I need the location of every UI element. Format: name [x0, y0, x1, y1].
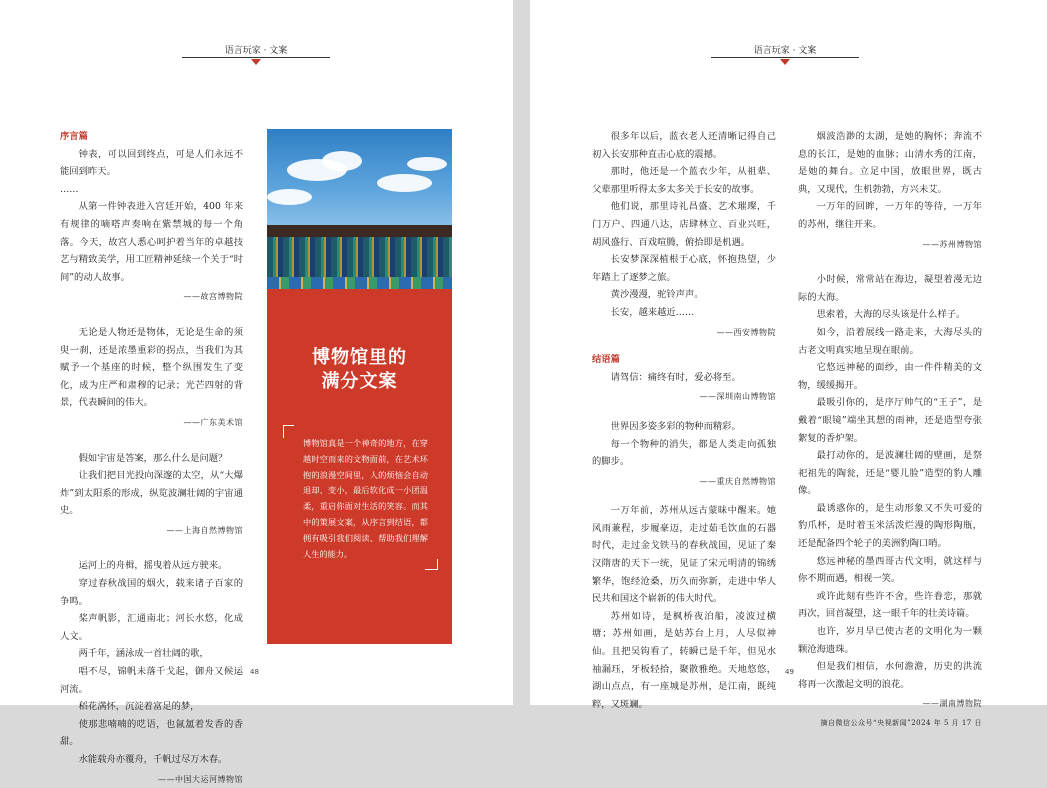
palace-beam-image: [267, 277, 452, 289]
text-block: [592, 128, 776, 322]
right-text-column-1: [592, 128, 776, 713]
text-block: [60, 557, 243, 768]
paragraph: 使那悲喃喃的呓语，也氤氲着发香的香甜。: [60, 718, 243, 748]
text-block: [592, 418, 776, 471]
paragraph: ……: [60, 183, 79, 195]
paragraph: 思索着，大海的尽头该是什么样子。: [816, 309, 966, 321]
source-attribution: ——上海自然博物馆: [166, 525, 243, 535]
source-attribution: ——深圳南山博物馆: [699, 392, 776, 402]
paragraph: 让我们把目光投向深邃的太空，从“大爆炸”到太阳系的形成，纵览波澜壮阔的宇宙通史。: [60, 470, 243, 517]
left-text-column: [60, 128, 243, 788]
paragraph: 一万年前，苏州从远古蒙昧中醒来。她风雨兼程，步履豪迈，走过茹毛饮血的石器时代，走过金戈铁马的春秋战国，见证了秦汉隋唐的天下一统，见证了宋元明清的锦绣繁华，饱经沧桑，历久而弥新，走进中华人民共和国这个崭新的伟大时代。: [592, 505, 776, 605]
text-block: [60, 450, 243, 520]
banner-title: 满分文案: [321, 371, 398, 392]
paragraph: 运河上的舟楫，摇曳着从远方驶来。: [78, 560, 228, 572]
paragraph: 但是我们相信，水何澹澹，历史的洪流将再一次激起文明的浪花。: [798, 661, 982, 690]
source-attribution: ——西安博物院: [716, 327, 776, 337]
paragraph: 烟波浩渺的太湖，是她的胸怀；奔流不息的长江，是她的血脉；山清水秀的江南，是她的舞台。立足中国，放眼世界，既古典，又现代，生机勃勃，方兴未艾。: [798, 131, 982, 195]
header-rule: [711, 57, 859, 58]
paragraph: 稻花满怀，沉淀着富足的梦，: [78, 701, 200, 713]
paragraph: 最打动你的，是波澜壮阔的壁画，是祭祀祖先的陶瓮，还是“婴儿脸”造型的豹人雕像。: [798, 450, 982, 497]
source-attribution: ——中国大运河博物馆: [158, 774, 243, 784]
paragraph: 假如宇宙是答案，那么什么是问题？: [78, 452, 228, 464]
source-attribution: ——湖南博物院: [922, 699, 982, 709]
paragraph: 长安，越来越近……: [610, 306, 695, 318]
header-marker-icon: [780, 59, 790, 65]
palace-eave-image: [267, 237, 452, 277]
paragraph: 从第一件钟表进入宫廷开始，400 年来有规律的嘀嗒声奏响在紫禁城的每一个角落。今天，故宫人悉心呵护着当年的卓越技艺与精致美学，用工匠精神延续一个关于“时间”的动人故事。: [60, 201, 243, 283]
text-block: [798, 271, 982, 693]
paragraph: 最诱惑你的，是生动形象又不失可爱的豹爪杯，是时着玉米活泼烂漫的陶形陶瓶，还是配备四个轮子的美洲豹陶口哨。: [798, 502, 982, 550]
paragraph: 每一个物种的消失，都是人类走向孤独的脚步。: [592, 438, 776, 468]
paragraph: 也许，岁月早已使古老的文明化为一颗颗沧海遗珠。: [798, 626, 982, 655]
paragraph: 一万年的回眸，一万年的等待，一万年的苏州，继往开来。: [798, 201, 982, 230]
museum-banner-image: [267, 129, 452, 644]
paragraph: 请驾信：痛终有时，爱必将至。: [610, 371, 741, 383]
paragraph: 黄沙漫漫，驼铃声声。: [610, 289, 704, 301]
paragraph: 它悠远神秘的面纱，由一件件精美的文物，缓缓揭开。: [798, 362, 982, 391]
page-number: 48: [250, 668, 259, 676]
source-attribution: ——故宫博物院: [183, 292, 243, 302]
header-title: 语言玩家 · 文案: [224, 46, 288, 56]
source-attribution: ——广东美术馆: [183, 417, 243, 427]
page-number: 49: [785, 668, 794, 676]
paragraph: 长安梦深深植根于心底，怀抱热望，少年踏上了逐梦之旅。: [592, 254, 776, 283]
paragraph: 水能载舟亦覆舟，千帆过尽万木春。: [78, 754, 228, 765]
text-block: [592, 502, 776, 713]
paragraph: 穿过春秋战国的烟火，载来诸子百家的争鸣。: [60, 578, 243, 607]
paragraph: 世界因多姿多彩的物种而精彩。: [610, 420, 741, 432]
paragraph: 两千年，涵泳成一首壮阔的歌，: [78, 648, 209, 660]
banner-body-text: 博物馆真是一个神奇的地方，在穿越时空而来的文物面前，在艺术环抱的浪漫空间里，人的烦恼会自动退却、变小，最后软化成一小团温柔，重启你面对生活的笑容。而其中的策展文案，从序言到结语，都拥有吸引我们阅读、帮助我们理解人生的能力。: [303, 438, 428, 559]
paragraph: 很多年以后，蓝衣老人还清晰记得自己初入长安那种直击心底的震撼。: [592, 131, 776, 160]
text-block: [60, 324, 243, 412]
text-block: [592, 369, 776, 387]
bracket-corner-icon: [283, 425, 294, 438]
right-page: [530, 0, 1047, 727]
paragraph: 苏州如诗，是枫桥夜泊船，凌波过横塘；苏州如画，是姑苏台上月，人尽似神仙。且把吴钩看了，转瞬已是千年，但见水袖漏珏，牙板轻拾，聚散雅绝。天地悠悠，湖山点点，有一座城是苏州，是江南，既纯粹，又斑斓。: [592, 610, 776, 710]
left-page: [0, 0, 513, 784]
banner-title: 博物馆里的: [312, 347, 407, 368]
header-rule: [182, 57, 330, 58]
header-marker-icon: [251, 59, 261, 65]
header-title: 语言玩家 · 文案: [753, 46, 817, 56]
source-attribution: ——苏州博物馆: [922, 239, 982, 249]
bracket-corner-icon: [425, 559, 438, 570]
paragraph: 那时，他还是一个蓝衣少年，从祖辈、父辈那里听得太多太多关于长安的故事。: [592, 166, 776, 195]
section-title-conclusion: 结语篇: [592, 354, 620, 366]
paragraph: 如今，沿着展线一路走来，大海尽头的古老文明真实地呈现在眼前。: [798, 326, 982, 356]
paragraph: 小时候，常常站在海边，凝望着漫无边际的大海。: [798, 274, 982, 303]
text-block: [798, 128, 982, 234]
paragraph: 桨声帆影，汇通南北；河长水悠，化成人文。: [60, 613, 243, 642]
paragraph: 无论是人物还是物体，无论是生命的须臾一刹，还是浓墨重彩的拐点，当我们为其赋予一个基座的时候，整个纵围发生了变化，成为庄严和肃穆的记录；光芒四射的背景，代表瞬间的伟大。: [60, 326, 243, 409]
section-title-preface: 序言篇: [60, 131, 88, 142]
running-header: [182, 43, 330, 56]
source-attribution: ——重庆自然博物馆: [699, 476, 776, 486]
right-text-column-2: [798, 128, 982, 733]
source-footnote: 摘自微信公众号“央视新闻”2024 年 5 月 17 日: [820, 719, 982, 727]
paragraph: 唱不尽，锦帆未落千戈起，御舟又候运河流。: [60, 666, 243, 695]
paragraph: 钟表，可以回到终点，可是人们永远不能回到昨天。: [60, 148, 243, 178]
paragraph: 他们说，那里诗礼昌盛、艺术璀璨，千门万户、四通八达，店肆林立、百业兴旺，胡风盛行、百戏喧腾，俯拾即是机遇。: [592, 201, 776, 248]
text-block: [60, 146, 243, 287]
paragraph: 或许此刻有些许不舍，些许眷恋，那就再次，回首凝望，这一眼千年的壮美诗篇。: [798, 590, 982, 620]
paragraph: 悠远神秘的墨西哥古代文明，就这样与你不期而遇，相视一笑。: [798, 555, 982, 585]
paragraph: 最吸引你的，是序厅帅气的“王子”，是戴着“眼镜”端坐其想的雨神，还是造型夸张絮复的香炉架。: [798, 397, 982, 444]
running-header: [711, 43, 859, 56]
